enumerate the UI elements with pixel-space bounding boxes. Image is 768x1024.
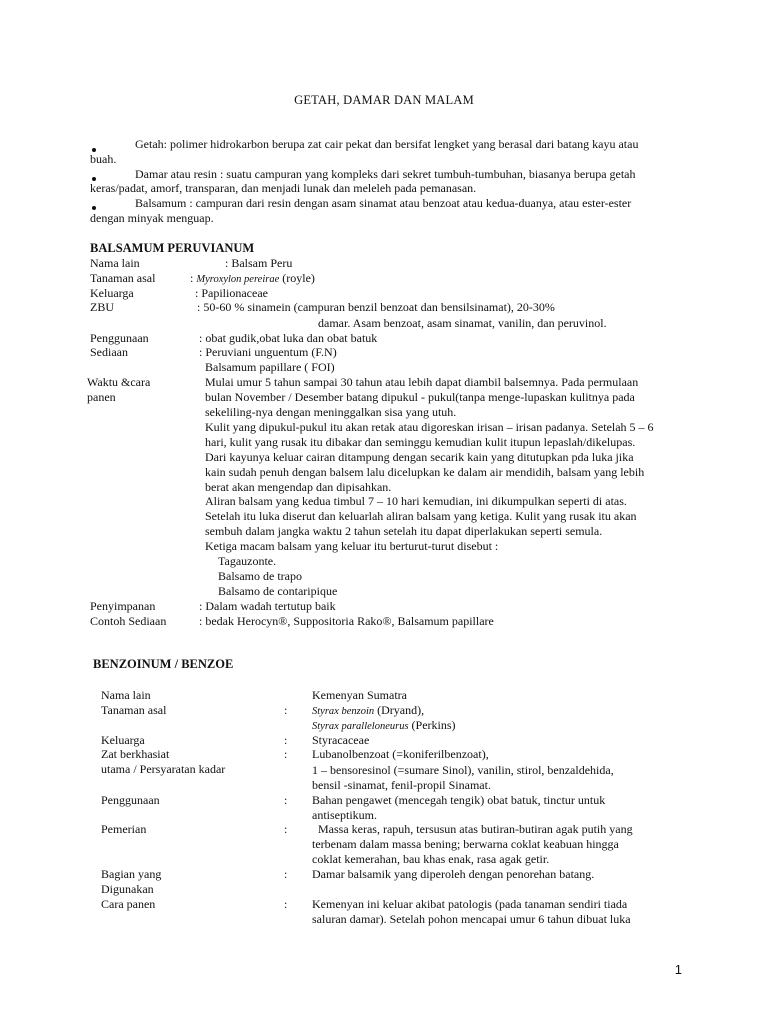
colon: :	[284, 703, 288, 717]
species-name: Styrax benzoin	[312, 706, 375, 717]
field-value: saluran damar). Setelah pohon mencapai umur 6 tahun dibuat luka	[312, 912, 631, 926]
field-value: : obat gudik,obat luka dan obat batuk	[199, 331, 378, 345]
field-label: Keluarga	[90, 286, 134, 300]
species-name: Styrax paralleloneurus	[312, 721, 409, 732]
field-label: Cara panen	[101, 897, 156, 911]
paragraph-line: Aliran balsam yang kedua timbul 7 – 10 hari kemudian, ini dikumpulkan seperti di atas.	[205, 494, 627, 508]
list-item: Tagauzonte.	[218, 554, 277, 568]
field-value: Massa keras, rapuh, tersusun atas butiran-butiran agak putih yang	[318, 822, 633, 836]
field-label: Tanaman asal	[90, 271, 156, 285]
field-value: : Peruviani unguentum (F.N)	[199, 345, 337, 359]
section-heading: BALSAMUM PERUVIANUM	[90, 241, 255, 255]
species-name: Myroxylon pereirae	[196, 274, 280, 285]
paragraph-line: bulan November / Desember batang dipukul - pukul(tanpa menge-lupaskan kulitnya pada	[205, 390, 635, 404]
list-item: Balsamo de contaripique	[218, 584, 338, 598]
field-label: Penggunaan	[101, 793, 160, 807]
colon: :	[284, 822, 288, 836]
field-value: bensil -sinamat, fenil-propil Sinamat.	[312, 778, 491, 792]
field-value: Balsamum papillare ( FOI)	[205, 360, 335, 374]
field-label: Digunakan	[101, 882, 154, 896]
field-value: : bedak Herocyn®, Suppositoria Rako®, Balsamum papillare	[199, 614, 494, 628]
field-value: Damar balsamik yang diperoleh dengan penorehan batang.	[312, 867, 595, 881]
field-value: Kemenyan Sumatra	[312, 688, 407, 702]
field-value: Bahan pengawet (mencegah tengik) obat batuk, tinctur untuk	[312, 793, 606, 807]
field-label: Bagian yang	[101, 867, 162, 881]
paragraph-line: sembuh dalam jangka waktu 2 tahun setelah itu dapat diperlakukan seperti semula.	[205, 524, 603, 538]
field-value: : Balsam Peru	[225, 256, 293, 270]
field-value: terbenam dalam massa bening; berwarna coklat keabuan hingga	[312, 837, 619, 851]
page-number: 1	[674, 962, 682, 977]
section-heading: BENZOINUM / BENZOE	[93, 657, 234, 671]
field-value: : Papilionaceae	[195, 286, 268, 300]
paragraph-line: Dari kayunya keluar cairan ditampung dengan secarik kain yang ditutupkan pda luka jika	[205, 450, 634, 464]
field-value: coklat kemerahan, bau khas enak, rasa agak getir.	[312, 852, 550, 866]
field-label: panen	[87, 390, 116, 404]
field-label: Nama lain	[101, 688, 151, 702]
field-label: Pemerian	[101, 822, 147, 836]
field-value: Kemenyan ini keluar akibat patologis (pada tanaman sendiri tiada	[312, 897, 628, 911]
paragraph-line: Setelah itu luka diserut dan keluarlah aliran balsam yang ketiga. Kulit yang rusak itu akan	[205, 509, 637, 523]
field-value: Styracaceae	[312, 733, 370, 747]
colon: :	[284, 747, 288, 761]
field-value	[312, 703, 424, 719]
field-value	[312, 718, 456, 734]
bullet-text: dengan minyak menguap.	[90, 211, 214, 225]
list-item: Balsamo de trapo	[218, 569, 302, 583]
paragraph-line: Kulit yang dipukul-pukul itu akan retak atau digoreskan irisan – irisan padanya. Setelah 5 – 6	[205, 420, 654, 434]
field-label: Penggunaan	[90, 331, 149, 345]
field-label: Contoh Sediaan	[90, 614, 167, 628]
colon: :	[284, 793, 288, 807]
field-value: Lubanolbenzoat (=koniferilbenzoat),	[312, 747, 489, 761]
field-label: utama / Persyaratan kadar	[101, 762, 226, 776]
field-value: 1 – bensoresinol (=sumare Sinol), vanilin, stirol, benzaldehida,	[312, 763, 614, 777]
paragraph-line: sekeliling-nya dengan meninggalkan sisa yang utuh.	[205, 405, 457, 419]
species-author: (Dryand),	[377, 703, 425, 717]
bullet-text: buah.	[90, 152, 117, 166]
colon: :	[284, 897, 288, 911]
field-value: antiseptikum.	[312, 808, 377, 822]
paragraph-line: hari, kulit yang rusak itu dibakar dan seminggu kemudian kulit itupun lepaslah/dikelupas.	[205, 435, 636, 449]
field-value: damar. Asam benzoat, asam sinamat, vanilin, dan peruvinol.	[318, 316, 607, 330]
colon: :	[190, 271, 194, 285]
field-label: Nama lain	[90, 256, 140, 270]
paragraph-line: Ketiga macam balsam yang keluar itu berturut-turut disebut :	[205, 539, 499, 553]
field-label: Penyimpanan	[90, 599, 156, 613]
paragraph-line: Mulai umur 5 tahun sampai 30 tahun atau lebih dapat diambil balsemnya. Pada permulaan	[205, 375, 639, 389]
species-author: (Perkins)	[411, 718, 456, 732]
bullet-text: keras/padat, amorf, transparan, dan menjadi lunak dan meleleh pada pemanasan.	[90, 181, 477, 195]
species-author: (royle)	[282, 271, 315, 285]
field-label: Zat berkhasiat	[101, 747, 170, 761]
document-title: GETAH, DAMAR DAN MALAM	[294, 93, 474, 107]
field-value: : 50-60 % sinamein (campuran benzil benzoat dan bensilsinamat), 20-30%	[197, 300, 555, 314]
colon: :	[284, 867, 288, 881]
colon: :	[284, 733, 288, 747]
field-label: Waktu &cara	[87, 375, 151, 389]
paragraph-line: berat akan mengendap dan dipisahkan.	[205, 480, 392, 494]
bullet-text: Damar atau resin : suatu campuran yang kompleks dari sekret tumbuh-tumbuhan, biasanya berupa getah	[135, 167, 636, 181]
field-value	[190, 271, 315, 287]
bullet-dot	[92, 206, 96, 210]
field-label: Tanaman asal	[101, 703, 167, 717]
bullet-text: Balsamum : campuran dari resin dengan asam sinamat atau benzoat atau kedua-duanya, atau ester-ester	[135, 196, 632, 210]
paragraph-line: kain sudah penuh dengan balsem lalu dicelupkan ke dalam air mendidih, balsam yang lebih	[205, 465, 645, 479]
bullet-text: Getah: polimer hidrokarbon berupa zat cair pekat dan bersifat lengket yang berasal dari batang kayu atau	[135, 137, 639, 151]
field-label: Sediaan	[90, 345, 128, 359]
field-label: ZBU	[90, 300, 114, 314]
field-label: Keluarga	[101, 733, 145, 747]
field-value: : Dalam wadah tertutup baik	[199, 599, 336, 613]
